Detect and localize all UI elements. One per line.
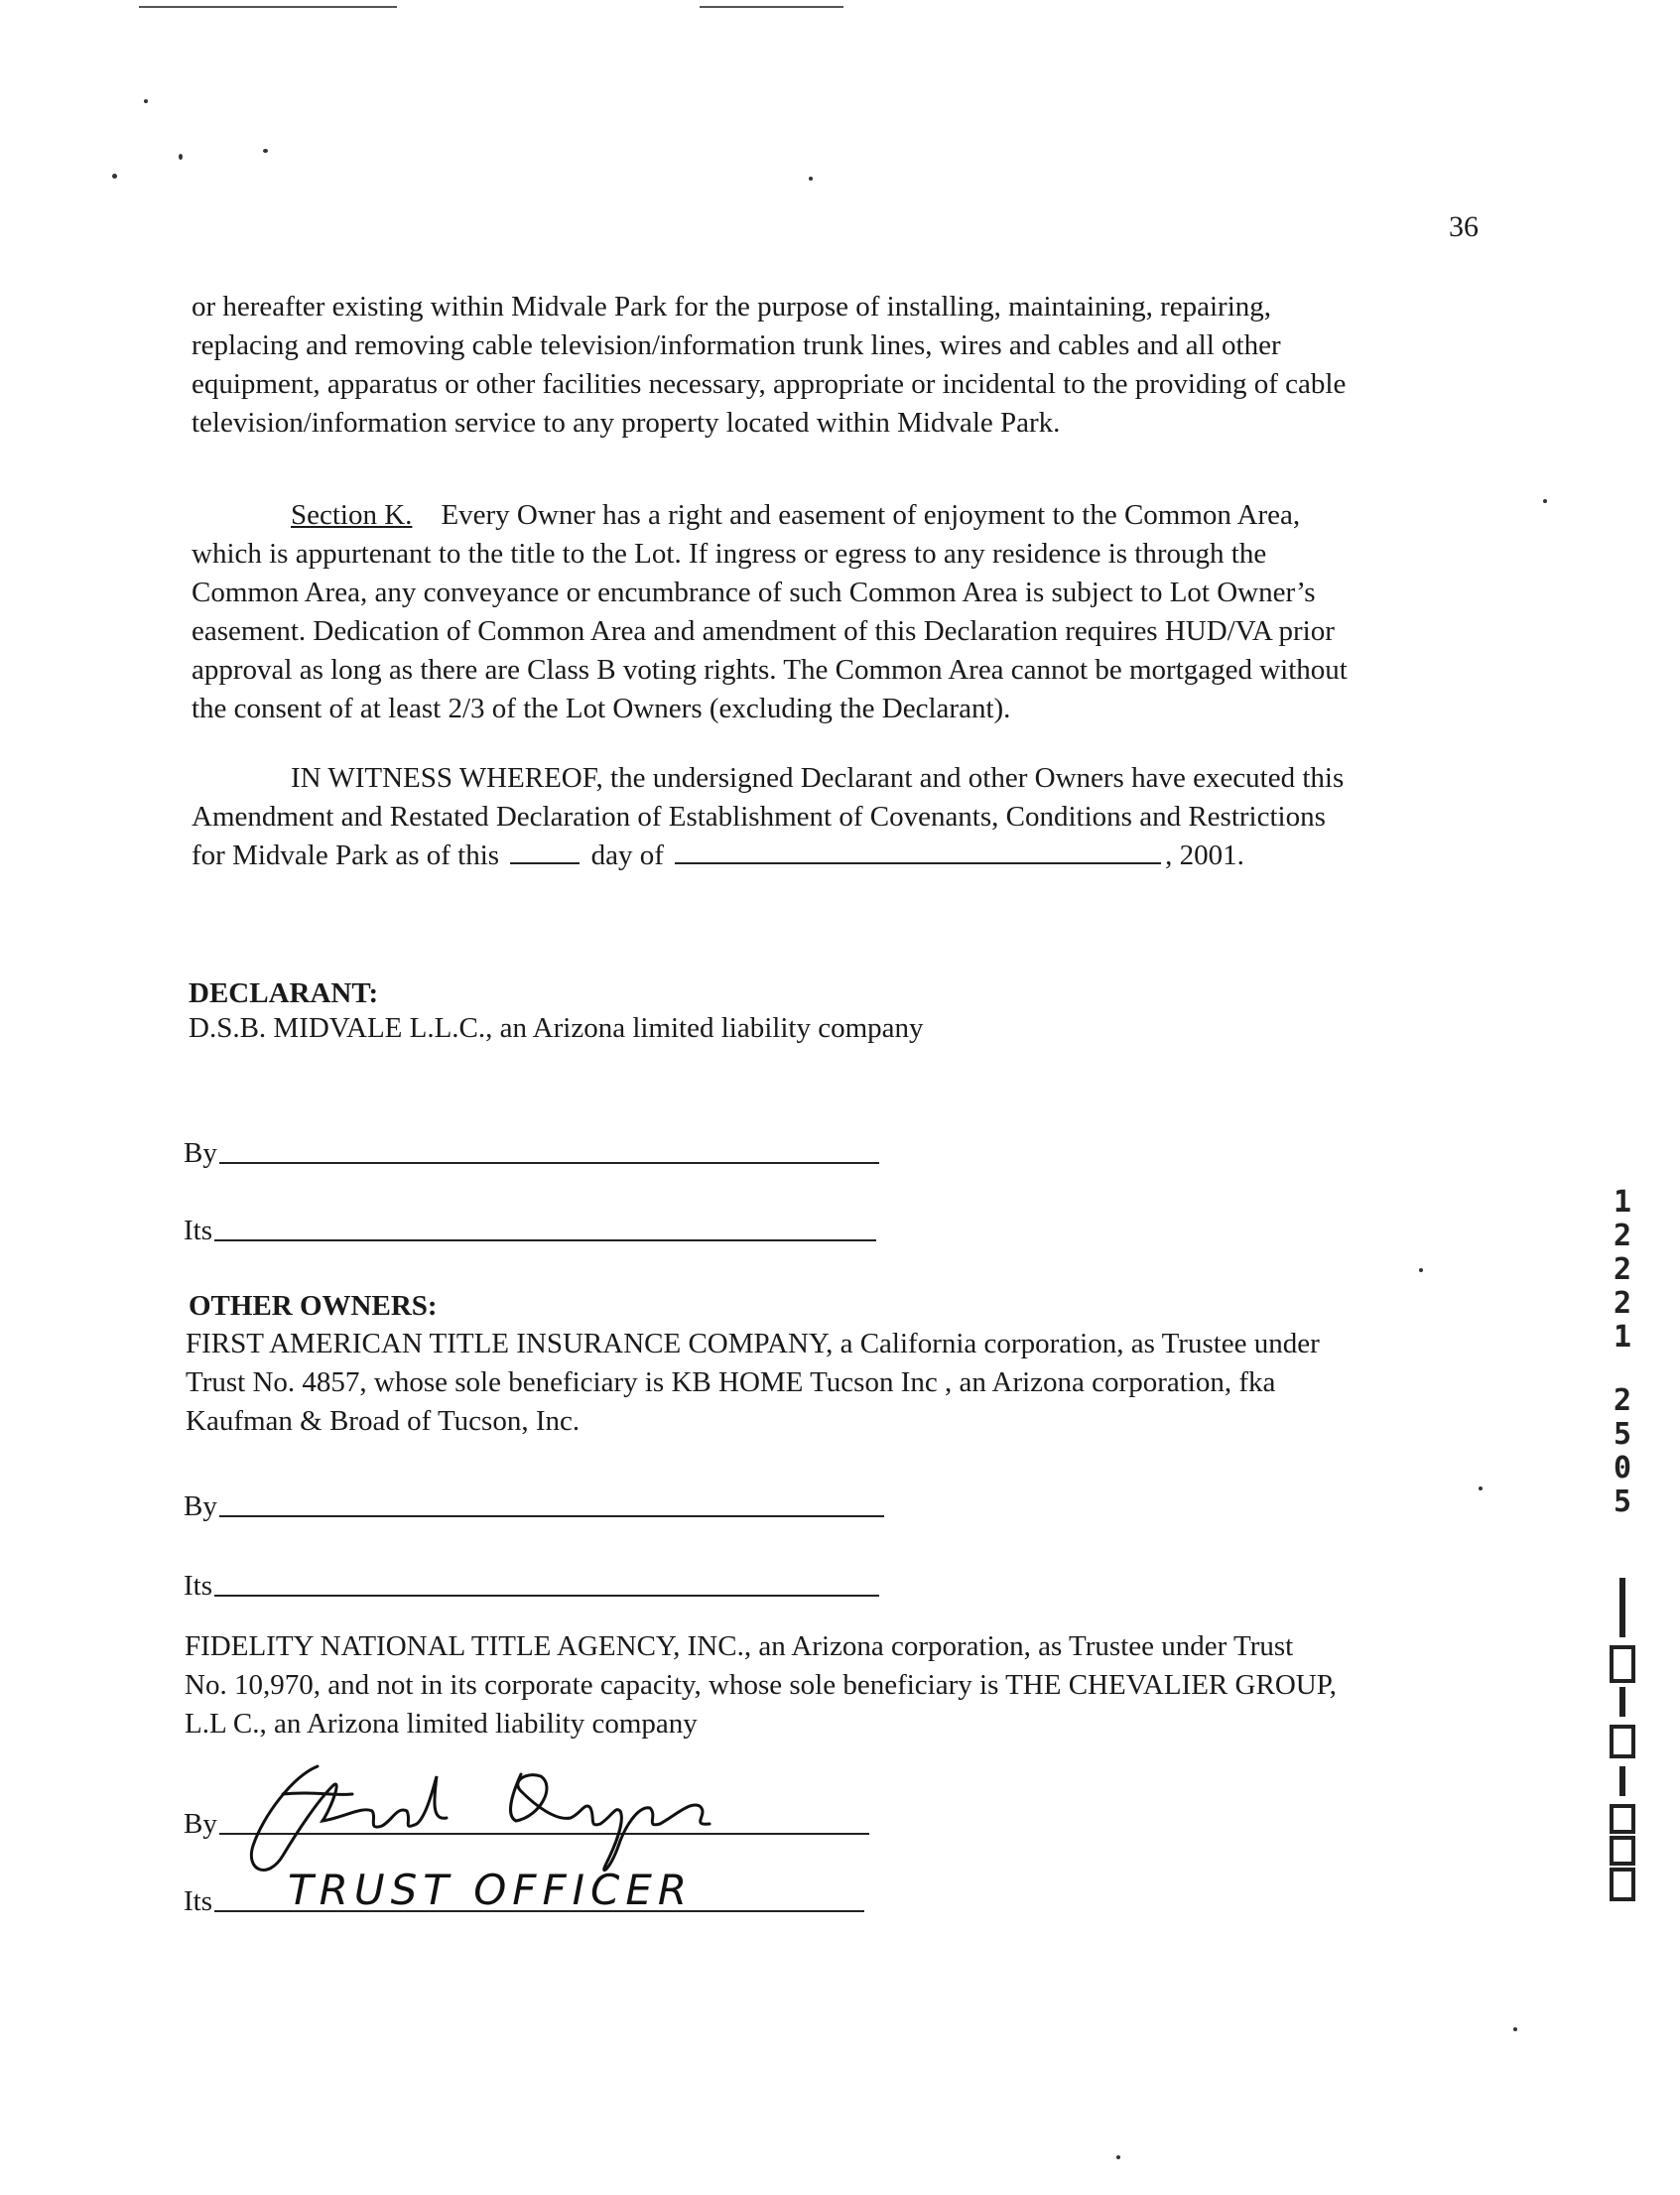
stamp-digit: 0	[1613, 1451, 1632, 1485]
scan-speck	[1419, 1268, 1423, 1272]
scan-artifact-line	[139, 6, 397, 8]
witness-day-of: day of	[590, 839, 664, 871]
by-label: By	[184, 1137, 217, 1169]
text-line: Trust No. 4857, whose sole beneficiary is KB HOME Tucson Inc , an Arizona corporation, fka	[186, 1366, 1276, 1398]
scan-speck	[179, 154, 183, 160]
witness-paragraph	[192, 759, 1482, 875]
text-line: Kaufman & Broad of Tucson, Inc.	[186, 1405, 581, 1437]
text-line: Amendment and Restated Declaration of Establishment of Covenants, Conditions and Restrictions	[192, 801, 1326, 833]
handwritten-title: TRUST OFFICER	[288, 1866, 694, 1914]
stamp-digit: 2	[1613, 1286, 1632, 1321]
scan-speck	[112, 174, 117, 179]
scan-speck	[1543, 499, 1547, 503]
side-stamp-group-2	[1608, 1384, 1637, 1519]
declarant-by-signature-line[interactable]	[219, 1161, 879, 1164]
text-line: IN WITNESS WHEREOF, the undersigned Declarant and other Owners have executed this	[291, 762, 1345, 794]
declarant-its-row	[184, 1215, 876, 1247]
stamp-digit: 2	[1613, 1383, 1632, 1418]
text-line: easement. Dedication of Common Area and amendment of this Declaration requires HUD/VA prior	[192, 615, 1335, 647]
scan-speck	[1479, 1486, 1483, 1490]
fidelity-entity	[185, 1627, 1485, 1743]
section-k-label: Section K.	[291, 499, 413, 531]
other-owners-its-line[interactable]	[214, 1594, 879, 1597]
witness-year: , 2001.	[1165, 839, 1244, 871]
text-line: replacing and removing cable television/information trunk lines, wires and cables and all other	[192, 329, 1281, 361]
text-line: which is appurtenant to the title to the Lot. If ingress or egress to any residence is through the	[192, 538, 1267, 570]
text-line: equipment, apparatus or other facilities necessary, appropriate or incidental to the providing of cable	[192, 368, 1347, 400]
other-owners-by-signature-line[interactable]	[219, 1514, 884, 1517]
stamp-digit: 2	[1613, 1219, 1632, 1253]
text-line: FIRST AMERICAN TITLE INSURANCE COMPANY, a California corporation, as Trustee under	[186, 1328, 1320, 1359]
stamp-digit: 5	[1613, 1485, 1632, 1519]
stamp-digit: 5	[1613, 1417, 1632, 1452]
page-number: 36	[1449, 210, 1479, 243]
other-owners-its-row	[184, 1570, 879, 1603]
its-label: Its	[184, 1570, 212, 1602]
by-label: By	[184, 1808, 217, 1840]
declarant-heading: DECLARANT:	[189, 977, 379, 1009]
text-line: the consent of at least 2/3 of the Lot Owners (excluding the Declarant).	[192, 693, 1011, 724]
scan-speck	[144, 99, 148, 103]
scan-speck	[263, 149, 268, 153]
stamp-digit: 2	[1613, 1252, 1632, 1287]
stamp-digit: 1	[1613, 1185, 1632, 1220]
side-barcode-stamp	[1606, 1578, 1641, 1915]
section-k-paragraph	[192, 496, 1482, 728]
declarant-its-line[interactable]	[214, 1238, 876, 1241]
side-stamp-group-1	[1608, 1186, 1637, 1355]
scan-speck	[809, 177, 813, 181]
text-line: approval as long as there are Class B voting rights. The Common Area cannot be mortgaged without	[192, 654, 1348, 686]
text-line: No. 10,970, and not in its corporate capacity, whose sole beneficiary is THE CHEVALIER GROUP,	[185, 1669, 1337, 1701]
declarant-entity: D.S.B. MIDVALE L.L.C., an Arizona limited liability company	[189, 1012, 924, 1044]
scan-speck	[1513, 2027, 1517, 2031]
its-label: Its	[184, 1885, 212, 1917]
other-owners-entity	[186, 1325, 1487, 1441]
text-line: television/information service to any property located within Midvale Park.	[192, 407, 1061, 439]
month-blank[interactable]	[675, 840, 1161, 864]
continuation-paragraph	[192, 288, 1482, 443]
text-line: L.L C., an Arizona limited liability company	[185, 1708, 698, 1740]
day-blank[interactable]	[510, 840, 580, 864]
text-line: Common Area, any conveyance or encumbrance of such Common Area is subject to Lot Owner’s	[192, 577, 1316, 608]
stamp-digit: 1	[1613, 1320, 1632, 1355]
by-label: By	[184, 1490, 217, 1522]
other-owners-heading: OTHER OWNERS:	[189, 1290, 438, 1322]
other-owners-by-row	[184, 1490, 884, 1523]
text-line: FIDELITY NATIONAL TITLE AGENCY, INC., an Arizona corporation, as Trustee under Trust	[185, 1630, 1294, 1662]
text-line: or hereafter existing within Midvale Park for the purpose of installing, maintaining, repairing,	[192, 291, 1272, 323]
scan-artifact-line	[700, 6, 843, 8]
declarant-by-row	[184, 1137, 879, 1170]
witness-date-prefix: for Midvale Park as of this	[192, 839, 500, 871]
its-label: Its	[184, 1215, 212, 1246]
scan-speck	[1116, 2155, 1120, 2159]
text-line: Every Owner has a right and easement of enjoyment to the Common Area,	[441, 499, 1301, 531]
